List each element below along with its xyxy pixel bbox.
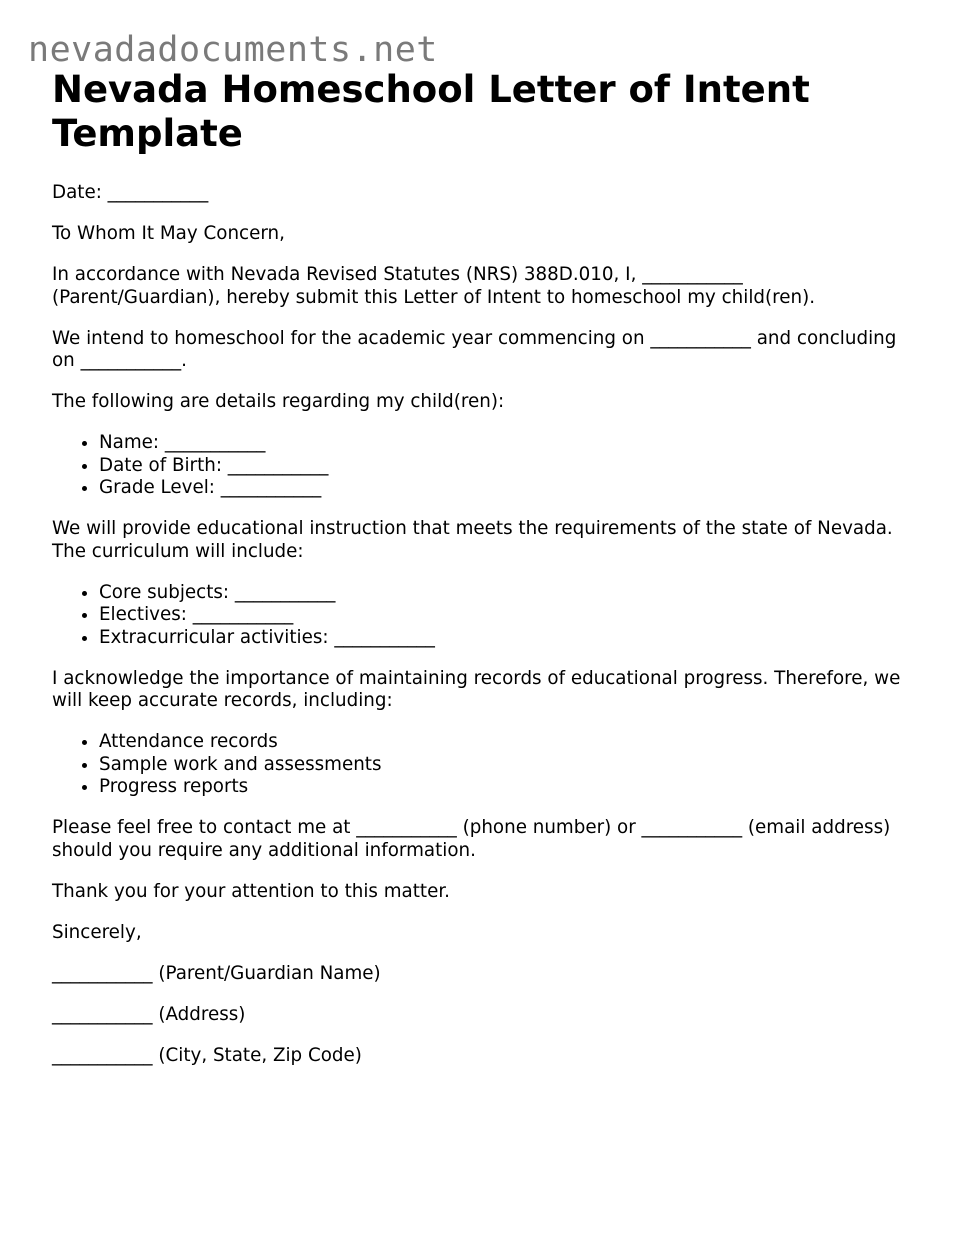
signature-name-line: ___________ (Parent/Guardian Name) — [52, 962, 381, 984]
list-item: • Core subjects: ___________ — [99, 582, 912, 605]
curriculum-intro: We will provide educational instruction that meets the requirements of the state of Nevada. The curriculum will include: — [52, 518, 893, 562]
list-item: • Sample work and assessments — [99, 754, 912, 777]
watermark-text: nevadadocuments.net — [28, 30, 438, 70]
list-item: • Progress reports — [99, 776, 912, 799]
list-item: • Extracurricular activities: ___________ — [99, 627, 912, 650]
list-item: • Attendance records — [99, 731, 912, 754]
page-title: Nevada Homeschool Letter of Intent Template — [52, 68, 810, 155]
list-item: • Name: ___________ — [99, 432, 912, 455]
child-details-intro: The following are details regarding my child(ren): — [52, 391, 505, 412]
list-item: • Electives: ___________ — [99, 604, 912, 627]
thanks-paragraph: Thank you for your attention to this matter. — [52, 880, 450, 902]
child-details-list — [52, 432, 912, 500]
records-list — [52, 731, 912, 799]
records-intro: I acknowledge the importance of maintaining records of educational progress. Therefore, we will keep accurate records, including: — [52, 667, 901, 711]
list-item: • Grade Level: ___________ — [99, 477, 912, 500]
salutation: To Whom It May Concern, — [52, 223, 285, 244]
date-line: Date: ___________ — [52, 182, 209, 203]
signature-address-line: ___________ (Address) — [52, 1003, 246, 1025]
academic-year-paragraph: We intend to homeschool for the academic year commencing on ___________ and concluding on ___________. — [52, 327, 897, 371]
signature-city-line: ___________ (City, State, Zip Code) — [52, 1044, 362, 1066]
closing: Sincerely, — [52, 921, 142, 943]
contact-paragraph: Please feel free to contact me at ___________ (phone number) or ___________ (email address) should you require any additional information. — [52, 817, 891, 861]
curriculum-list — [52, 582, 912, 650]
list-item: • Date of Birth: ___________ — [99, 455, 912, 478]
intro-paragraph: In accordance with Nevada Revised Statutes (NRS) 388D.010, I, ___________ (Parent/Guardian), hereby submit this Letter of Intent to homeschool my child(ren). — [52, 264, 816, 308]
document-body — [52, 68, 912, 1086]
